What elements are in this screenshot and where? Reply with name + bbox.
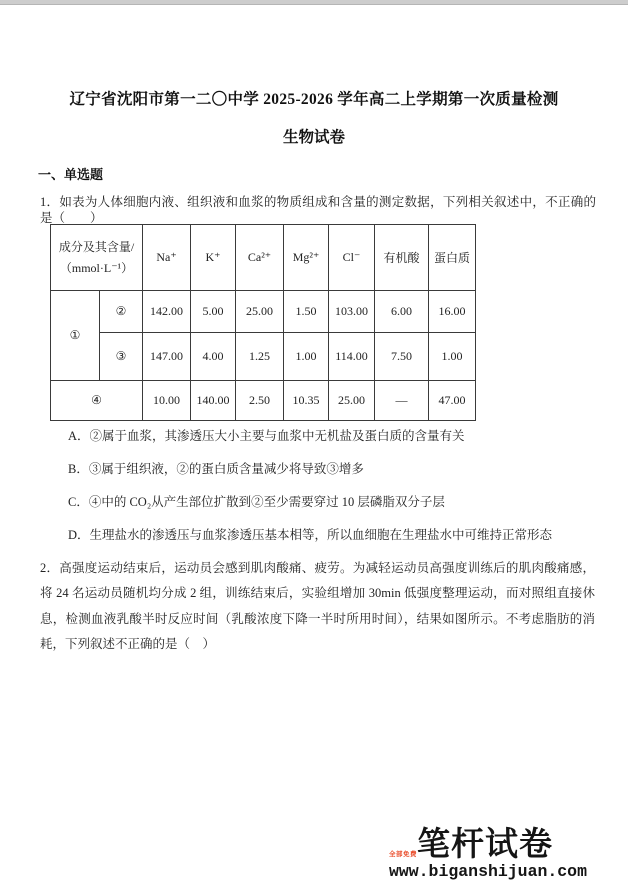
table-cell: 1.25 — [236, 333, 284, 381]
table-corner-cell — [51, 225, 143, 291]
table-cell: 10.35 — [284, 381, 329, 421]
row-group-label-1: ① — [51, 291, 100, 381]
table-cell: 25.00 — [236, 291, 284, 333]
watermark-url: www.biganshijuan.com — [388, 862, 587, 881]
question-1-options — [68, 420, 598, 552]
table-cell: 142.00 — [143, 291, 191, 333]
table-cell: 2.50 — [236, 381, 284, 421]
table-cell: 140.00 — [191, 381, 236, 421]
column-header-ca: Ca²⁺ — [236, 225, 284, 291]
column-header-na: Na⁺ — [143, 225, 191, 291]
table-cell: 25.00 — [329, 381, 375, 421]
table-cell: 6.00 — [375, 291, 429, 333]
column-header-organic-acid: 有机酸 — [375, 225, 429, 291]
row-label-2: ② — [100, 291, 143, 333]
table-corner-line1: 成分及其含量/ — [58, 239, 135, 254]
option-c: C．④中的 CO₂从产生部位扩散到②至少需要穿过 10 层磷脂双分子层 — [68, 495, 445, 509]
option-a: A．②属于血浆，其渗透压大小主要与血浆中无机盐及蛋白质的含量有关 — [68, 429, 465, 443]
watermark-brand-row — [389, 829, 587, 862]
table-cell: 103.00 — [329, 291, 375, 333]
table-cell: 16.00 — [429, 291, 476, 333]
section-heading: 一、单选题 — [38, 167, 104, 182]
watermark — [389, 829, 587, 881]
column-header-protein: 蛋白质 — [429, 225, 476, 291]
table-corner-line2: （mmol·L⁻¹） — [59, 260, 134, 275]
table-cell: 114.00 — [329, 333, 375, 381]
table-cell: 147.00 — [143, 333, 191, 381]
table-cell: 1.00 — [429, 333, 476, 381]
watermark-free-badge: 全部免费 — [388, 851, 417, 858]
question-1-stem: 1．如表为人体细胞内液、组织液和血浆的物质组成和含量的测定数据，下列相关叙述中，不正确的是（ ） — [40, 195, 596, 225]
table-cell: 1.50 — [284, 291, 329, 333]
table-cell: 7.50 — [375, 333, 429, 381]
column-header-mg: Mg²⁺ — [284, 225, 329, 291]
table-cell: 5.00 — [191, 291, 236, 333]
option-b: B．③属于组织液，②的蛋白质含量减少将导致③增多 — [68, 462, 364, 476]
watermark-brand-text: 笔杆试卷 — [416, 827, 553, 863]
paper-subtitle: 生物试卷 — [282, 129, 345, 146]
paper-title: 辽宁省沈阳市第一二〇中学 2025-2026 学年高二上学期第一次质量检测 — [69, 91, 559, 108]
table-cell: 10.00 — [143, 381, 191, 421]
top-gray-bar — [0, 0, 628, 5]
table-cell: 4.00 — [191, 333, 236, 381]
column-header-k: K⁺ — [191, 225, 236, 291]
row-label-3: ③ — [100, 333, 143, 381]
table-cell: — — [375, 381, 429, 421]
option-d: D．生理盐水的渗透压与血浆渗透压基本相等，所以血细胞在生理盐水中可维持正常形态 — [68, 528, 553, 542]
row-label-4: ④ — [51, 381, 143, 421]
composition-table — [50, 224, 476, 421]
table-cell: 47.00 — [429, 381, 476, 421]
column-header-cl: Cl⁻ — [329, 225, 375, 291]
table-cell: 1.00 — [284, 333, 329, 381]
question-2-stem: 2．高强度运动结束后，运动员会感到肌肉酸痛、疲劳。为减轻运动员高强度训练后的肌肉酸痛感，将 24 名运动员随机均分成 2 组，训练结束后，实验组增加 30min 低强度整理运动，而对照组直接休息，检测血液乳酸半时反应时间（乳酸浓度下降一半时所用时间），结果如图所示。不考虑脂肪的消耗，下列叙述不正确的是（ ） — [40, 561, 595, 652]
